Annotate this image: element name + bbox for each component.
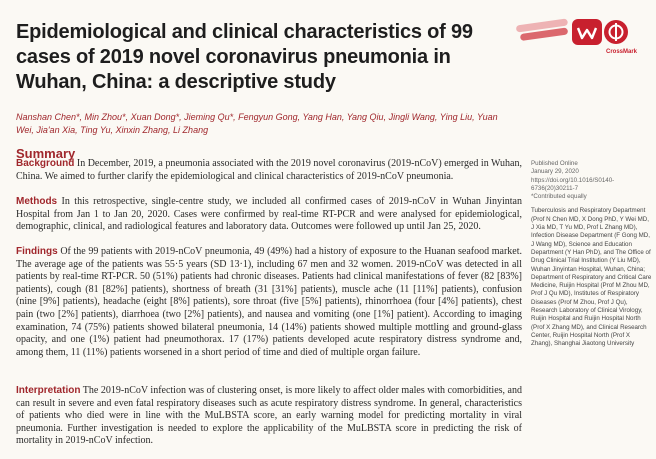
affiliations: Tuberculosis and Respiratory Department (Prof N Chen MD, X Dong PhD, Y Wei MD, J Xia MD, T Yu MD, Prof L Zhang MD), Infection Disease Department (F Gong MD, J Wang MD), Science and Education Department (Y Han PhD), and The Office of Drug Clinical Trial Institution (Y Liu MD), Wuhan Jinyintan Hospital, Wuhan, China; Department of Respiratory and Critical Care Medicine, Ruijin Hospital (Prof M Zhou MD, Prof J Qu MD), Institutes of Respiratory Diseases (Prof M Zhou, Prof J Qu), Research Laboratory of Clinical Virology, Ruijin Hospital and Ruijin Hospital North (Prof X Zhang MD), and Clinical Research Center, Ruijin Hospital North (Prof X Zhang), Shanghai Jiaotong University [531,207,652,348]
background-paragraph [16,158,522,183]
crossmark-text: CrossMark [606,49,638,55]
findings-paragraph [16,246,522,359]
methods-paragraph [16,196,522,234]
background-label: Background [16,158,75,169]
summary-heading: Summary [16,146,76,161]
article-sidebar [531,160,653,349]
published-date: January 29, 2020 [531,168,579,176]
crossmark-icon [512,16,640,56]
contributed-note: *Contributed equally [531,193,587,201]
background-text: In December, 2019, a pneumonia associated with the 2019 novel coronavirus (2019-nCoV) emerged in Wuhan, China. We aimed to further clarify the epidemiological and clinical characteristics of 2019-nCoV pneumonia. [16,158,523,182]
doi-link[interactable]: https://doi.org/10.1016/S0140-6736(20)30211-7 [531,176,615,192]
published-label: Published Online [531,160,578,167]
interpretation-text: The 2019-nCoV infection was of clustering onset, is more likely to affect older males with comorbidities, and can result in severe and even fatal respiratory diseases such as acute respiratory distress syndrome. In general, characteristics of patients who died were in line with the MuLBSTA score, an early warning model for predicting mortality in viral pneumonia. Further investigation is needed to explore the applicability of the MuLBSTA score in predicting the risk of mortality in 2019-nCoV infection. [16,385,522,447]
methods-text: In this retrospective, single-centre study, we included all confirmed cases of 2019-nCoV in Wuhan Jinyintan Hospital from Jan 1 to Jan 20, 2020. Cases were confirmed by real-time RT-PCR and were analysed for epidemiological, demographic, clinical, and radiological features and laboratory data. Outcomes were followed up until Jan 25, 2020. [16,196,522,233]
findings-text: Of the 99 patients with 2019-nCoV pneumonia, 49 (49%) had a history of exposure to the Huanan seafood market. The average age of the patients was 55·5 years (SD 13·1), including 67 men and 32 women. 2019-nCoV was detected in all patients by real-time RT-PCR. 50 (51%) patients had chronic diseases. Patients had clinical manifestations of fever (82 [83%] patients), cough (81 [82%] patients), shortness of breath (31 [31%] patients), muscle ache (11 [11%] patients), confusion (nine [9%] patients), headache (eight [8%] patients), sore throat (five [5%] patients), rhinorrhoea (four [4%] patients), chest pain (two [2%] patients), diarrhoea (two [2%] patients), and nausea and vomiting (one [1%] patient). According to imaging examination, 74 (75%) patients showed bilateral pneumonia, 14 (14%) patients showed multiple mottling and ground-glass opacity, and one (1%) patient had pneumothorax. 17 (17%) patients developed acute respiratory distress syndrome and, among them, 11 (11%) patients worsened in a short period of time and died of multiple organ failure. [16,246,522,358]
crossmark-logo[interactable] [512,16,640,56]
author-list: Nanshan Chen*, Min Zhou*, Xuan Dong*, Jieming Qu*, Fengyun Gong, Yang Han, Yang Qiu, Jingli Wang, Ying Liu, Yuan Wei, Jia'an Xia, Ting Yu, Xinxin Zhang, Li Zhang [16,112,498,135]
article-title: Epidemiological and clinical characteristics of 99 cases of 2019 novel coronavirus pneumonia in Wuhan, China: a descriptive study [16,21,473,93]
methods-label: Methods [16,196,58,207]
interpretation-label: Interpretation [16,385,81,396]
interpretation-paragraph [16,385,522,448]
findings-label: Findings [16,246,58,257]
